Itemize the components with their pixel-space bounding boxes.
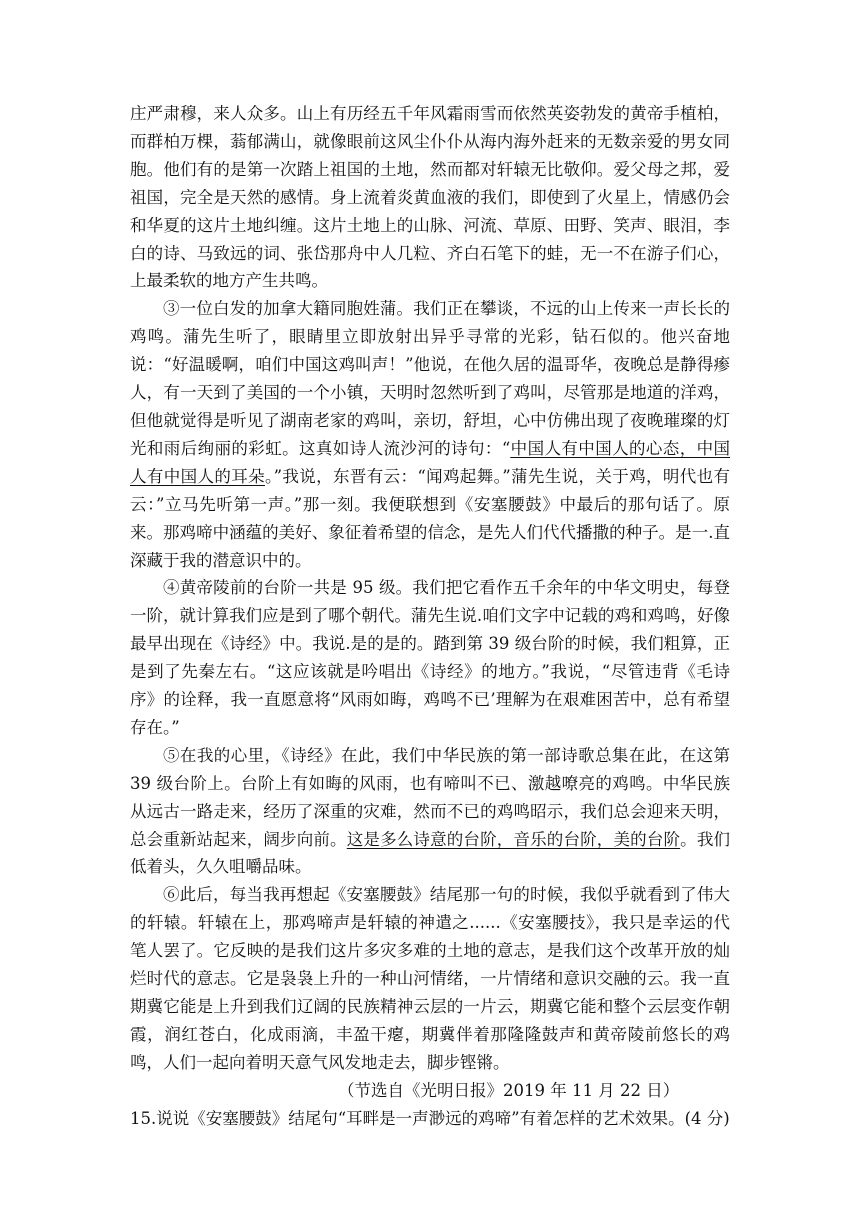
paragraph-2-continued: 庄严肃穆，来人众多。山上有历经五千年风霜雨雪而依然英姿勃发的黄帝手植柏，而群柏万棵，蓊郁满山，就像眼前这风尘仆仆从海内海外赶来的无数亲爱的男女同胞。他们有的是第一次踏上祖国的土地，然而都对轩辕无比敬仰。爱父母之邦，爱祖国，完全是天然的感情。身上流着炎黄血液的我们，即使到了火星上，情感仍会和华夏的这片土地纠缠。这片土地上的山脉、河流、草原、田野、笑声、眼泪，李白的诗、马致远的词、张岱那舟中人几粒、齐白石笔下的蛙，无一不在游子们心，上最柔软的地方产生共鸣。 — [130, 104, 730, 291]
paragraph-6: ⑥此后，每当我再想起《安塞腰鼓》结尾那一句的时候，我似乎就看到了伟大的轩辕。轩辕在上，那鸡啼声是轩辕的神遣之......《安塞腰技》，我只是幸运的代笔人罢了。它反映的是我们这片多灾多难的土地的意志，是我们这个改革开放的灿烂时代的意志。它是袅袅上升的一种山河情绪，一片情绪和意识交融的云。我一直期冀它能是上升到我们辽阔的民族精神云层的一片云，期冀它能和整个云层变作朝霞，润红苍白，化成雨滴，丰盈干瘪，期冀伴着那隆隆鼓声和黄帝陵前悠长的鸡鸣，人们一起向着明天意气风发地走去，脚步铿锵。 — [130, 885, 730, 1072]
document-page — [130, 100, 730, 1133]
paragraph-4: ④黄帝陵前的台阶一共是 95 级。我们把它看作五千余年的中华文明史，每登一阶，就计算我们应是到了哪个朝代。蒲先生说.咱们文字中记载的鸡和鸡鸣，好像最早出现在《诗经》中。我说.是的是的。踏到第 39 级台阶的时候，我们粗算，正是到了先秦左右。“这应该就是吟唱出《诗经》的地方。”我说，“尽管违背《毛诗序》的诠释，我一直愿意将“风雨如晦，鸡鸣不已’理解为在艰难困苦中，总有希望存在。” — [130, 578, 730, 737]
paragraph-5-text-b: 。我们低着头，久久咀嚼品味。 — [130, 829, 731, 877]
question-15: 15.说说《安塞腰鼓》结尾句“耳畔是一声渺远的鸡啼”有着怎样的艺术效果。(4 分) — [130, 1108, 730, 1128]
paragraph-5-text-a: ⑤在我的心里，《诗经》在此，我们中华民族的第一部诗歌总集在此，在这第 39 级台阶上。台阶上有如晦的风雨，也有啼叫不已、激越嘹亮的鸡鸣。中华民族从远古一路走来，经历了深重的灾难，然而不已的鸡鸣昭示，我们总会迎来天明，总会重新站起来，阔步向前。 — [130, 745, 730, 849]
paragraph-5 — [130, 742, 730, 882]
source-citation: （节选自《光明日报》2019 年 11 月 22 日） — [338, 1080, 680, 1100]
underlined-sentence: 这是多么诗意的台阶，音乐的台阶，美的台阶 — [346, 829, 681, 849]
paragraph-3 — [130, 295, 730, 574]
paragraph-3-text-b: 。”我说，东晋有云：“闻鸡起舞。”蒲先生说，关于鸡，明代也有云：”立马先听第一声。”那一刻。我便联想到《安塞腰鼓》中最后的那句话了。原来。那鸡啼中涵蕴的美好、象征着希望的信念，是先人们代代播撒的种子。是一.直深藏于我的潜意识中的。 — [130, 466, 731, 570]
paragraph-3-text-a: ③一位白发的加拿大籍同胞姓蒲。我们正在攀谈，不远的山上传来一声长长的鸡鸣。蒲先生听了，眼睛里立即放射出异乎寻常的光彩，钻石似的。他兴奋地说：“好温暖啊，咱们中国这鸡叫声！”他说，在他久居的温哥华，夜晚总是静得瘆人，有一天到了美国的一个小镇，天明时忽然听到了鸡叫，尽管那是地道的洋鸡，但他就觉得是听见了湖南老家的鸡叫，亲切，舒坦，心中仿佛出现了夜晚璀璨的灯光和雨后绚丽的彩虹。这真如诗人流沙河的诗句：“ — [130, 299, 730, 458]
underlined-quote: 中国人有中国人的心态，中国人有中国人的耳朵 — [130, 438, 731, 486]
